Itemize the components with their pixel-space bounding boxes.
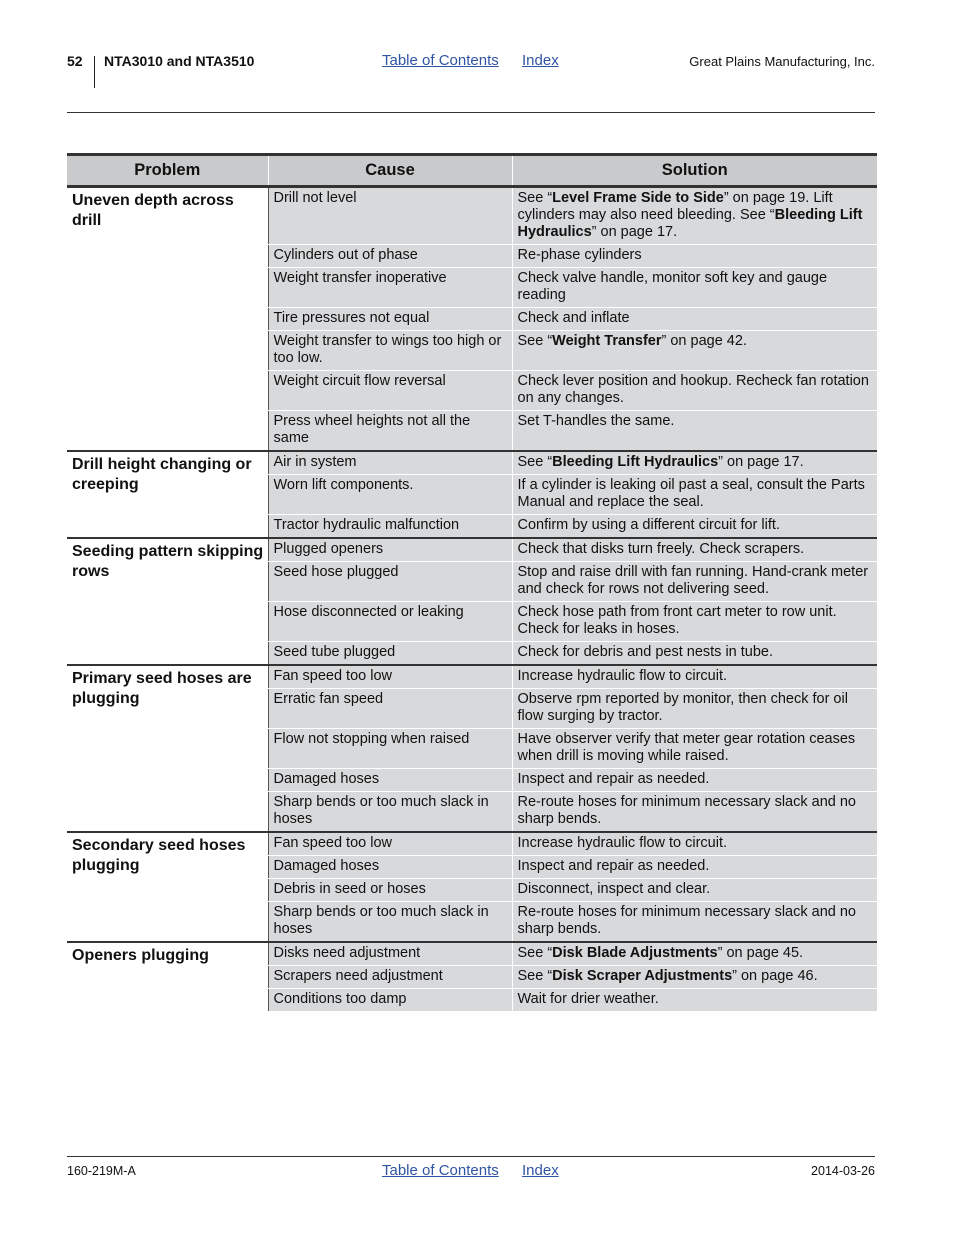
solution-cell [512,729,877,769]
solution-cell [512,562,877,602]
header-problem: Problem [67,155,268,187]
problem-cell: Uneven depth across drill [67,187,268,452]
section-reference: Level Frame Side to Side [552,190,724,206]
solution-text: Stop and raise drill with fan running. Hand-crank meter and check for rows not delivering seed. [517,564,869,597]
header-index-link[interactable]: Index [522,52,559,69]
cause-cell: Fan speed too low [268,832,512,856]
solution-text: Observe rpm reported by monitor, then check for oil flow surging by tractor. [517,691,848,724]
cause-cell: Flow not stopping when raised [268,729,512,769]
cause-cell: Damaged hoses [268,856,512,879]
solution-text: Inspect and repair as needed. [517,771,710,787]
header-rule [67,112,875,113]
cause-cell: Seed tube plugged [268,642,512,666]
table-row [67,187,877,245]
solution-text: See “ [517,454,553,470]
solution-cell [512,879,877,902]
cause-cell: Press wheel heights not all the same [268,411,512,452]
solution-text: ” on page 17. [718,454,804,470]
solution-cell [512,942,877,966]
solution-cell [512,792,877,833]
cause-cell: Worn lift components. [268,475,512,515]
solution-cell [512,371,877,411]
troubleshooting-table [67,153,877,1012]
solution-cell [512,538,877,562]
solution-text: Increase hydraulic flow to circuit. [517,668,728,684]
header-solution: Solution [512,155,877,187]
solution-text: See “ [517,968,553,984]
solution-text: Disconnect, inspect and clear. [517,881,711,897]
solution-text: Confirm by using a different circuit for lift. [517,517,780,533]
cause-cell: Sharp bends or too much slack in hoses [268,902,512,943]
solution-text: See “ [517,190,553,206]
problem-cell: Primary seed hoses are plugging [67,665,268,832]
solution-cell [512,856,877,879]
section-reference: Disk Blade Adjustments [552,945,718,961]
table-body [67,187,877,1012]
cause-cell: Sharp bends or too much slack in hoses [268,792,512,833]
solution-cell [512,966,877,989]
table-row [67,832,877,856]
table-row [67,538,877,562]
revision-date: 2014-03-26 [811,1164,875,1178]
solution-text: Check hose path from front cart meter to row unit. Check for leaks in hoses. [517,604,837,637]
solution-text: Re-route hoses for minimum necessary slack and no sharp bends. [517,904,856,937]
solution-text: Re-route hoses for minimum necessary slack and no sharp bends. [517,794,856,827]
table-row [67,942,877,966]
solution-text: ” on page 19. Lift cylinders may also need bleeding. See “ [517,190,833,223]
cause-cell: Plugged openers [268,538,512,562]
cause-cell: Seed hose plugged [268,562,512,602]
company-name: Great Plains Manufacturing, Inc. [689,54,875,69]
solution-text: See “ [517,945,553,961]
solution-cell [512,411,877,452]
cause-cell: Debris in seed or hoses [268,879,512,902]
solution-text: Check and inflate [517,310,630,326]
cause-cell: Air in system [268,451,512,475]
solution-text: Inspect and repair as needed. [517,858,710,874]
problem-cell: Seeding pattern skipping rows [67,538,268,665]
footer-index-link[interactable]: Index [522,1162,559,1179]
table-row [67,451,877,475]
table-row [67,665,877,689]
footer-toc-link[interactable]: Table of Contents [382,1162,499,1179]
solution-text: If a cylinder is leaking oil past a seal, consult the Parts Manual and replace the seal. [517,477,865,510]
solution-cell [512,475,877,515]
solution-cell [512,689,877,729]
solution-text: See “ [517,333,553,349]
cause-cell: Weight transfer to wings too high or too low. [268,331,512,371]
cause-cell: Weight circuit flow reversal [268,371,512,411]
solution-text: ” on page 17. [591,224,678,240]
solution-cell [512,602,877,642]
solution-text: Check valve handle, monitor soft key and gauge reading [517,270,828,303]
header-cause: Cause [268,155,512,187]
problem-cell: Drill height changing or creeping [67,451,268,538]
solution-cell [512,515,877,539]
solution-text: ” on page 42. [661,333,747,349]
cause-cell: Scrapers need adjustment [268,966,512,989]
solution-cell [512,902,877,943]
section-reference: Weight Transfer [552,333,662,349]
solution-cell [512,331,877,371]
solution-text: Check lever position and hookup. Recheck fan rotation on any changes. [517,373,869,406]
section-reference: Bleeding Lift Hydraulics [517,207,863,240]
solution-cell [512,308,877,331]
solution-cell [512,268,877,308]
cause-cell: Conditions too damp [268,989,512,1012]
solution-text: ” on page 45. [717,945,804,961]
cause-cell: Fan speed too low [268,665,512,689]
solution-text: Set T-handles the same. [517,413,675,429]
solution-text: Check that disks turn freely. Check scrapers. [517,541,805,557]
doc-number: 160-219M-A [67,1164,136,1178]
page-number: 52 [67,53,83,69]
cause-cell: Drill not level [268,187,512,245]
solution-text: Increase hydraulic flow to circuit. [517,835,728,851]
problem-cell: Secondary seed hoses plugging [67,832,268,942]
cause-cell: Damaged hoses [268,769,512,792]
cause-cell: Cylinders out of phase [268,245,512,268]
solution-cell [512,451,877,475]
problem-cell: Openers plugging [67,942,268,1012]
cause-cell: Tractor hydraulic malfunction [268,515,512,539]
solution-cell [512,187,877,245]
header-divider [94,56,95,88]
solution-cell [512,642,877,666]
solution-text: Wait for drier weather. [517,991,659,1007]
solution-text: Check for debris and pest nests in tube. [517,644,774,660]
cause-cell: Disks need adjustment [268,942,512,966]
solution-text: Re-phase cylinders [517,247,642,263]
cause-cell: Hose disconnected or leaking [268,602,512,642]
table-header-row [67,155,877,187]
cause-cell: Erratic fan speed [268,689,512,729]
solution-text: ” on page 46. [732,968,818,984]
solution-text: Have observer verify that meter gear rotation ceases when drill is moving while raised. [517,731,856,764]
header-toc-link[interactable]: Table of Contents [382,52,499,69]
solution-cell [512,989,877,1012]
section-reference: Disk Scraper Adjustments [552,968,733,984]
footer-rule [67,1156,875,1157]
cause-cell: Weight transfer inoperative [268,268,512,308]
solution-cell [512,245,877,268]
cause-cell: Tire pressures not equal [268,308,512,331]
section-reference: Bleeding Lift Hydraulics [552,454,719,470]
solution-cell [512,665,877,689]
solution-cell [512,769,877,792]
solution-cell [512,832,877,856]
model-title: NTA3010 and NTA3510 [104,53,255,69]
